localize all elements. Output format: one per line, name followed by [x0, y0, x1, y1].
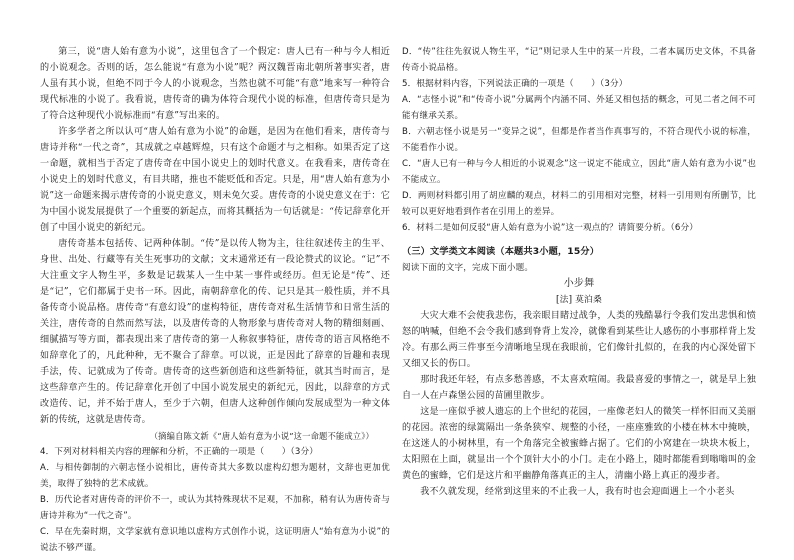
question-4-option-a: A．与相传御制的六朝志怪小说相比，唐传奇其大多数以虚构幻想为题材，文辞也更加优美，取得了独特的艺术成就。 — [40, 463, 390, 489]
story-title: 小步舞 — [563, 278, 595, 289]
passage-paragraph-2: 许多学者之所以认可“唐人始有意为小说”的命题，是因为在他们看来，唐传奇与唐诗并称“一代之奇”，其成就之卓越辉煌，只有这个命题才与之相称。如果否定了这一命题，就相当于否定了唐传奇在中国小说史上的划时代意义。在我看来，唐传奇在小说史上的划时代意义，有目共睹，推也不能贬低和否定。只是，用“唐人始有意为小说”这一命题来揭示唐传奇的小说史意义，则未免欠妥。唐传奇的小说史意义在于：它为中国小说发展提供了一个重要的新起点，而将其概括为一句话就是：“传记辞章化开创了中国小说史的新纪元。 — [40, 127, 390, 233]
question-4-stem: 4．下列对材料相关内容的理解和分析，不正确的一项是（ ）（3分） — [40, 447, 318, 457]
passage-paragraph-1: 第三，说“唐人始有意为小说”，这里包含了一个假定：唐人已有一种与今人相近的小说观念。否则的话，怎么能说“有意为小说”呢？两汉魏晋南北朝所著事实者，唐人虽有其小说，但绝不同于今人的小说观念，当然也就不可能“有意”地来写一种符合现代标准的小说了。我看说，唐传奇的确为体符合现代小说的标准，但唐传奇只是为了符合这种现代小说标准而“有意”写出来的。 — [40, 47, 390, 121]
section-3-title: （三）文学类文本阅读（本题共3小题，15分） — [402, 246, 600, 257]
question-4-option-d: D．“传”往往先叙说人物生平，“记”则记录人生中的某一片段，二者本属历史文体，不具备传奇小说品格。 — [402, 47, 756, 73]
story-paragraph-4: 我不久就发现，经常到这里来的不止我一人，我有时也会迎面遇上一个小老头 — [420, 487, 735, 497]
story-author: [法] 莫泊桑 — [556, 295, 602, 305]
story-paragraph-2: 那时我还年轻，有点多愁善感，不太喜欢喧闹。我最喜爱的事情之一，就是早上独自一人在卢森堡公园的苗圃里散步。 — [402, 375, 756, 401]
section-3-instruction: 阅读下面的文字，完成下面小题。 — [402, 263, 534, 273]
question-5-stem: 5．根据材料内容，下列说法正确的一项是（ ）（3分） — [402, 79, 628, 89]
question-6-stem: 6．材料二是如何反驳“唐人始有意为小说”这一观点的？请简要分析。（6分） — [402, 223, 698, 233]
passage-citation: （摘编自陈文新《“唐人始有意为小说”这一命题不能成立》） — [149, 431, 374, 441]
left-column — [40, 44, 390, 556]
question-5-option-c: C．“唐人已有一种与今人相近的小说观念”这一说定不能成立，因此“唐人始有意为小说”也不能成立。 — [402, 159, 756, 185]
question-5-option-b: B．六朝志怪小说是另一“变异之说”，但都是作者当作真事写的，不符合现代小说的标准，不能看作小说。 — [402, 127, 756, 153]
story-paragraph-3: 这是一座似乎被人遗忘的上个世纪的花园，一座像老妇人的微笑一样怀旧而又美丽的花园。浓密的绿篱隔出一条条狭窄、规整的小径，一座座雅致的小楼在林木中掩映，在这迷人的小树林里，有一个角落完全被蜜蜂占据了。它们的小窝建在一块块木板上，太阳照在上面，就显出一个个顶针大小的小门。走在小路上，随时都能看到嗡嗡叫的金黄色的蜜蜂，它们是这片和平幽静角落真正的主人，清幽小路上真正的漫步者。 — [402, 407, 756, 481]
question-5-option-d: D．两则材料都引用了胡应麟的观点，材料二的引用相对完整，材料一引用则有所删节，比较可以更好地看到作者在引用上的差异。 — [402, 191, 756, 217]
question-4-option-c: C．早在先秦时期，文学家就有意识地以虚构方式创作小说，这证明唐人“始有意为小说”的说法不够严谨。 — [40, 527, 390, 553]
passage-paragraph-3: 唐传奇基本包括传、记两种体制。“传”是以传人物为主，往往叙述传主的生平、身世、出处、行藏等有关生死事功的文献；文末通常还有一段论赞式的议论。“记”不大注重文字人物生平，多数是记载某人一生中某一事件或经历。但无论是“传”、还是“记”，它们都属于史书一环。因此，南朝辞章化的传、记只是其一般性质，并不具备传奇小说品格。唐传奇“有意幻设”的虚构特征，唐传奇对私生活情节和日常生活的关注，唐传奇的自然而然写法，以及唐传奇的人物形象与唐传奇对人物的精细刻画、细腻描写等方面，都表现出来了唐传奇的第一人称叙事特征，唐传奇的语言风格绝不如辞章化了的，凡此种种，无不聚合了辞章。可以说，正是因此了辞章的旨趣和表现手法，传、记就成为了传奇。唐传奇的这些新创造和这些新特征，就其当时而言，是这些辞章产生的。传记辞章化开创了中国小说发展史的新纪元，因此，以辞章的方式改造传、记，并不始于唐人，至少于六朝，但唐人这种创作倾向发展成型为一种文体新的传统，这就是唐传奇。 — [40, 239, 390, 425]
question-5-option-a: A．“志怪小说”和“传奇小说”分属两个内涵不同、外延又相包括的概念，可见二者之间不可能有继承关系。 — [402, 95, 756, 121]
story-paragraph-1: 大灾大难不会使我悲伤，我亲眼目睹过战争，人类的残酷暴行令我们发出悲惧和愤怒的呐喊，但绝不会令我们感到脊背上发冷，就像看到某些让人感伤的小事那样背上发冷。有那么两三件事至今清晰地呈现在我眼前，它们像针扎似的，在我的内心深处留下又细又长的伤口。 — [402, 311, 756, 369]
right-column — [402, 44, 756, 500]
question-4-option-b: B．历代论者对唐传奇的评价不一，或认为其特殊现状不足观，不加称，稍有认为唐传奇与唐诗并称为“一代之奇”。 — [40, 495, 390, 521]
